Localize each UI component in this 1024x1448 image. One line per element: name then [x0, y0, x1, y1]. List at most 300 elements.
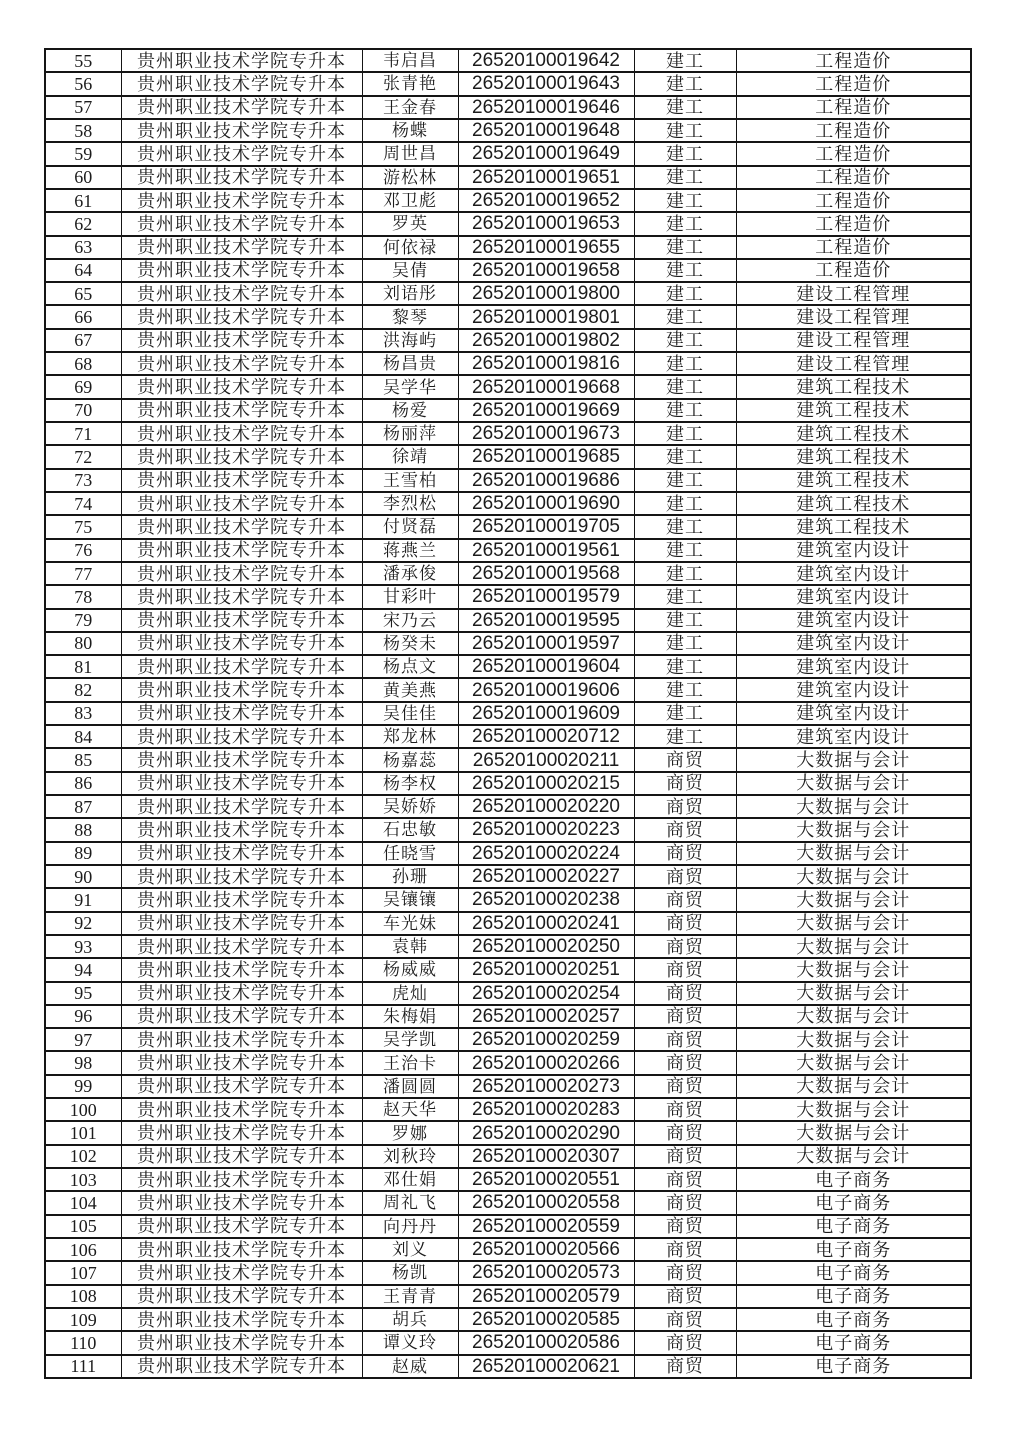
student-name-cell: 付贤磊: [362, 515, 458, 538]
exam-id-cell: 26520100019686: [458, 469, 634, 492]
department-cell: 建工: [634, 422, 736, 445]
row-number-cell: 77: [45, 562, 121, 585]
student-name-cell: 吴倩: [362, 259, 458, 282]
exam-id-cell: 26520100020254: [458, 982, 634, 1005]
school-cell: 贵州职业技术学院专升本: [121, 1168, 362, 1191]
department-cell: 商贸: [634, 888, 736, 911]
student-name-cell: 杨丽萍: [362, 422, 458, 445]
school-cell: 贵州职业技术学院专升本: [121, 725, 362, 748]
major-cell: 大数据与会计: [736, 748, 971, 771]
exam-id-cell: 26520100020224: [458, 842, 634, 865]
row-number-cell: 73: [45, 469, 121, 492]
student-name-cell: 王青青: [362, 1285, 458, 1308]
row-number-cell: 95: [45, 982, 121, 1005]
student-name-cell: 胡兵: [362, 1308, 458, 1331]
student-name-cell: 宋乃云: [362, 609, 458, 632]
table-row: [45, 96, 971, 119]
school-cell: 贵州职业技术学院专升本: [121, 282, 362, 305]
major-cell: 大数据与会计: [736, 1005, 971, 1028]
student-name-cell: 吴娇娇: [362, 795, 458, 818]
student-name-cell: 杨蝶: [362, 119, 458, 142]
major-cell: 电子商务: [736, 1215, 971, 1238]
table-row: [45, 609, 971, 632]
student-name-cell: 虎灿: [362, 982, 458, 1005]
major-cell: 建筑室内设计: [736, 585, 971, 608]
row-number-cell: 55: [45, 49, 121, 72]
student-name-cell: 任晓雪: [362, 842, 458, 865]
table-row: [45, 1308, 971, 1331]
exam-id-cell: 26520100019658: [458, 259, 634, 282]
department-cell: 商贸: [634, 1005, 736, 1028]
student-name-cell: 石忠敏: [362, 818, 458, 841]
exam-id-cell: 26520100019705: [458, 515, 634, 538]
student-name-cell: 杨爱: [362, 399, 458, 422]
major-cell: 电子商务: [736, 1261, 971, 1284]
major-cell: 建筑室内设计: [736, 655, 971, 678]
major-cell: 大数据与会计: [736, 865, 971, 888]
table-row: [45, 678, 971, 701]
school-cell: 贵州职业技术学院专升本: [121, 958, 362, 981]
major-cell: 大数据与会计: [736, 1028, 971, 1051]
row-number-cell: 97: [45, 1028, 121, 1051]
table-row: [45, 725, 971, 748]
row-number-cell: 76: [45, 539, 121, 562]
department-cell: 建工: [634, 282, 736, 305]
exam-id-cell: 26520100020290: [458, 1121, 634, 1144]
student-name-cell: 郑龙林: [362, 725, 458, 748]
school-cell: 贵州职业技术学院专升本: [121, 72, 362, 95]
row-number-cell: 79: [45, 609, 121, 632]
major-cell: 大数据与会计: [736, 1145, 971, 1168]
row-number-cell: 80: [45, 632, 121, 655]
row-number-cell: 99: [45, 1075, 121, 1098]
row-number-cell: 64: [45, 259, 121, 282]
department-cell: 商贸: [634, 1028, 736, 1051]
school-cell: 贵州职业技术学院专升本: [121, 1261, 362, 1284]
major-cell: 大数据与会计: [736, 1075, 971, 1098]
row-number-cell: 88: [45, 818, 121, 841]
exam-id-cell: 26520100019673: [458, 422, 634, 445]
table-row: [45, 1355, 971, 1379]
school-cell: 贵州职业技术学院专升本: [121, 795, 362, 818]
exam-id-cell: 26520100020586: [458, 1331, 634, 1354]
school-cell: 贵州职业技术学院专升本: [121, 1191, 362, 1214]
row-number-cell: 93: [45, 935, 121, 958]
major-cell: 电子商务: [736, 1308, 971, 1331]
student-name-cell: 周礼飞: [362, 1191, 458, 1214]
major-cell: 建设工程管理: [736, 305, 971, 328]
major-cell: 建筑室内设计: [736, 725, 971, 748]
school-cell: 贵州职业技术学院专升本: [121, 119, 362, 142]
school-cell: 贵州职业技术学院专升本: [121, 352, 362, 375]
department-cell: 商贸: [634, 842, 736, 865]
row-number-cell: 100: [45, 1098, 121, 1121]
table-row: [45, 702, 971, 725]
department-cell: 商贸: [634, 1331, 736, 1354]
department-cell: 商贸: [634, 912, 736, 935]
student-name-cell: 吴学华: [362, 375, 458, 398]
major-cell: 大数据与会计: [736, 1098, 971, 1121]
student-name-cell: 张青艳: [362, 72, 458, 95]
school-cell: 贵州职业技术学院专升本: [121, 772, 362, 795]
exam-id-cell: 26520100019561: [458, 539, 634, 562]
school-cell: 贵州职业技术学院专升本: [121, 236, 362, 259]
major-cell: 大数据与会计: [736, 795, 971, 818]
student-roster-table: [44, 48, 972, 1379]
exam-id-cell: 26520100020259: [458, 1028, 634, 1051]
student-name-cell: 王金春: [362, 96, 458, 119]
row-number-cell: 84: [45, 725, 121, 748]
student-name-cell: 杨李权: [362, 772, 458, 795]
school-cell: 贵州职业技术学院专升本: [121, 655, 362, 678]
school-cell: 贵州职业技术学院专升本: [121, 562, 362, 585]
student-name-cell: 甘彩叶: [362, 585, 458, 608]
school-cell: 贵州职业技术学院专升本: [121, 166, 362, 189]
row-number-cell: 110: [45, 1331, 121, 1354]
major-cell: 电子商务: [736, 1285, 971, 1308]
table-row: [45, 422, 971, 445]
major-cell: 建筑室内设计: [736, 678, 971, 701]
school-cell: 贵州职业技术学院专升本: [121, 375, 362, 398]
major-cell: 工程造价: [736, 236, 971, 259]
department-cell: 建工: [634, 142, 736, 165]
student-name-cell: 邓仕娟: [362, 1168, 458, 1191]
department-cell: 建工: [634, 352, 736, 375]
school-cell: 贵州职业技术学院专升本: [121, 702, 362, 725]
school-cell: 贵州职业技术学院专升本: [121, 1051, 362, 1074]
exam-id-cell: 26520100020559: [458, 1215, 634, 1238]
student-name-cell: 黎琴: [362, 305, 458, 328]
row-number-cell: 61: [45, 189, 121, 212]
school-cell: 贵州职业技术学院专升本: [121, 888, 362, 911]
major-cell: 工程造价: [736, 96, 971, 119]
major-cell: 工程造价: [736, 166, 971, 189]
major-cell: 建设工程管理: [736, 282, 971, 305]
major-cell: 大数据与会计: [736, 935, 971, 958]
exam-id-cell: 26520100019652: [458, 189, 634, 212]
student-name-cell: 周世昌: [362, 142, 458, 165]
exam-id-cell: 26520100019669: [458, 399, 634, 422]
student-name-cell: 刘秋玲: [362, 1145, 458, 1168]
department-cell: 商贸: [634, 935, 736, 958]
table-row: [45, 888, 971, 911]
department-cell: 建工: [634, 655, 736, 678]
table-row: [45, 1145, 971, 1168]
table-row: [45, 562, 971, 585]
school-cell: 贵州职业技术学院专升本: [121, 935, 362, 958]
table-row: [45, 1098, 971, 1121]
table-row: [45, 912, 971, 935]
student-name-cell: 杨凯: [362, 1261, 458, 1284]
major-cell: 大数据与会计: [736, 1051, 971, 1074]
row-number-cell: 101: [45, 1121, 121, 1144]
major-cell: 电子商务: [736, 1238, 971, 1261]
exam-id-cell: 26520100019648: [458, 119, 634, 142]
row-number-cell: 82: [45, 678, 121, 701]
department-cell: 建工: [634, 375, 736, 398]
table-row: [45, 399, 971, 422]
department-cell: 建工: [634, 119, 736, 142]
school-cell: 贵州职业技术学院专升本: [121, 842, 362, 865]
student-name-cell: 杨癸未: [362, 632, 458, 655]
department-cell: 商贸: [634, 1075, 736, 1098]
table-row: [45, 539, 971, 562]
exam-id-cell: 26520100019595: [458, 609, 634, 632]
exam-id-cell: 26520100019604: [458, 655, 634, 678]
student-name-cell: 黄美燕: [362, 678, 458, 701]
exam-id-cell: 26520100020579: [458, 1285, 634, 1308]
table-row: [45, 1238, 971, 1261]
table-row: [45, 329, 971, 352]
table-row: [45, 655, 971, 678]
major-cell: 建筑工程技术: [736, 469, 971, 492]
school-cell: 贵州职业技术学院专升本: [121, 142, 362, 165]
student-name-cell: 谭义玲: [362, 1331, 458, 1354]
school-cell: 贵州职业技术学院专升本: [121, 1075, 362, 1098]
department-cell: 建工: [634, 72, 736, 95]
department-cell: 建工: [634, 96, 736, 119]
student-name-cell: 吴佳佳: [362, 702, 458, 725]
exam-id-cell: 26520100019579: [458, 585, 634, 608]
exam-id-cell: 26520100019800: [458, 282, 634, 305]
student-name-cell: 何依禄: [362, 236, 458, 259]
major-cell: 大数据与会计: [736, 958, 971, 981]
table-row: [45, 189, 971, 212]
row-number-cell: 90: [45, 865, 121, 888]
school-cell: 贵州职业技术学院专升本: [121, 1238, 362, 1261]
major-cell: 电子商务: [736, 1191, 971, 1214]
department-cell: 建工: [634, 236, 736, 259]
row-number-cell: 57: [45, 96, 121, 119]
school-cell: 贵州职业技术学院专升本: [121, 609, 362, 632]
exam-id-cell: 26520100020215: [458, 772, 634, 795]
major-cell: 建筑工程技术: [736, 492, 971, 515]
exam-id-cell: 26520100019606: [458, 678, 634, 701]
school-cell: 贵州职业技术学院专升本: [121, 469, 362, 492]
exam-id-cell: 26520100020250: [458, 935, 634, 958]
exam-id-cell: 26520100020558: [458, 1191, 634, 1214]
department-cell: 商贸: [634, 1355, 736, 1379]
table-row: [45, 1051, 971, 1074]
exam-id-cell: 26520100019651: [458, 166, 634, 189]
department-cell: 建工: [634, 212, 736, 235]
exam-id-cell: 26520100019801: [458, 305, 634, 328]
table-row: [45, 1191, 971, 1214]
exam-id-cell: 26520100019816: [458, 352, 634, 375]
department-cell: 建工: [634, 492, 736, 515]
school-cell: 贵州职业技术学院专升本: [121, 1285, 362, 1308]
table-row: [45, 982, 971, 1005]
school-cell: 贵州职业技术学院专升本: [121, 1098, 362, 1121]
row-number-cell: 111: [45, 1355, 121, 1379]
student-name-cell: 洪海屿: [362, 329, 458, 352]
school-cell: 贵州职业技术学院专升本: [121, 49, 362, 72]
table-row: [45, 1028, 971, 1051]
school-cell: 贵州职业技术学院专升本: [121, 305, 362, 328]
department-cell: 建工: [634, 189, 736, 212]
department-cell: 商贸: [634, 818, 736, 841]
row-number-cell: 74: [45, 492, 121, 515]
row-number-cell: 91: [45, 888, 121, 911]
row-number-cell: 81: [45, 655, 121, 678]
student-name-cell: 潘承俊: [362, 562, 458, 585]
major-cell: 大数据与会计: [736, 842, 971, 865]
school-cell: 贵州职业技术学院专升本: [121, 422, 362, 445]
major-cell: 电子商务: [736, 1168, 971, 1191]
department-cell: 商贸: [634, 1191, 736, 1214]
department-cell: 建工: [634, 259, 736, 282]
major-cell: 大数据与会计: [736, 1121, 971, 1144]
row-number-cell: 65: [45, 282, 121, 305]
exam-id-cell: 26520100019568: [458, 562, 634, 585]
department-cell: 建工: [634, 678, 736, 701]
school-cell: 贵州职业技术学院专升本: [121, 539, 362, 562]
row-number-cell: 70: [45, 399, 121, 422]
student-name-cell: 徐靖: [362, 445, 458, 468]
table-row: [45, 818, 971, 841]
row-number-cell: 71: [45, 422, 121, 445]
major-cell: 工程造价: [736, 119, 971, 142]
school-cell: 贵州职业技术学院专升本: [121, 492, 362, 515]
department-cell: 商贸: [634, 772, 736, 795]
department-cell: 建工: [634, 609, 736, 632]
department-cell: 建工: [634, 49, 736, 72]
row-number-cell: 62: [45, 212, 121, 235]
department-cell: 商贸: [634, 1261, 736, 1284]
student-name-cell: 杨嘉蕊: [362, 748, 458, 771]
table-row: [45, 515, 971, 538]
school-cell: 贵州职业技术学院专升本: [121, 329, 362, 352]
school-cell: 贵州职业技术学院专升本: [121, 96, 362, 119]
row-number-cell: 58: [45, 119, 121, 142]
school-cell: 贵州职业技术学院专升本: [121, 1121, 362, 1144]
student-name-cell: 杨点文: [362, 655, 458, 678]
department-cell: 建工: [634, 445, 736, 468]
department-cell: 商贸: [634, 1121, 736, 1144]
major-cell: 建筑工程技术: [736, 422, 971, 445]
row-number-cell: 69: [45, 375, 121, 398]
row-number-cell: 104: [45, 1191, 121, 1214]
exam-id-cell: 26520100019646: [458, 96, 634, 119]
student-name-cell: 韦启昌: [362, 49, 458, 72]
row-number-cell: 85: [45, 748, 121, 771]
exam-id-cell: 26520100019649: [458, 142, 634, 165]
student-name-cell: 王雪柏: [362, 469, 458, 492]
exam-id-cell: 26520100019653: [458, 212, 634, 235]
table-row: [45, 1215, 971, 1238]
department-cell: 建工: [634, 702, 736, 725]
school-cell: 贵州职业技术学院专升本: [121, 748, 362, 771]
exam-id-cell: 26520100019597: [458, 632, 634, 655]
major-cell: 工程造价: [736, 212, 971, 235]
exam-id-cell: 26520100019802: [458, 329, 634, 352]
school-cell: 贵州职业技术学院专升本: [121, 982, 362, 1005]
major-cell: 大数据与会计: [736, 818, 971, 841]
exam-id-cell: 26520100020223: [458, 818, 634, 841]
exam-id-cell: 26520100019642: [458, 49, 634, 72]
student-name-cell: 赵天华: [362, 1098, 458, 1121]
department-cell: 商贸: [634, 1168, 736, 1191]
exam-id-cell: 26520100020573: [458, 1261, 634, 1284]
major-cell: 建筑室内设计: [736, 632, 971, 655]
major-cell: 大数据与会计: [736, 772, 971, 795]
major-cell: 建筑工程技术: [736, 445, 971, 468]
major-cell: 建筑室内设计: [736, 702, 971, 725]
department-cell: 商贸: [634, 1098, 736, 1121]
major-cell: 建筑工程技术: [736, 515, 971, 538]
table-row: [45, 49, 971, 72]
department-cell: 商贸: [634, 1145, 736, 1168]
exam-id-cell: 26520100019643: [458, 72, 634, 95]
table-row: [45, 1075, 971, 1098]
table-row: [45, 492, 971, 515]
table-row: [45, 212, 971, 235]
row-number-cell: 102: [45, 1145, 121, 1168]
student-name-cell: 杨昌贵: [362, 352, 458, 375]
school-cell: 贵州职业技术学院专升本: [121, 1145, 362, 1168]
row-number-cell: 72: [45, 445, 121, 468]
table-row: [45, 445, 971, 468]
major-cell: 工程造价: [736, 259, 971, 282]
department-cell: 商贸: [634, 795, 736, 818]
table-row: [45, 119, 971, 142]
table-row: [45, 375, 971, 398]
table-row: [45, 585, 971, 608]
table-row: [45, 166, 971, 189]
major-cell: 建设工程管理: [736, 352, 971, 375]
department-cell: 建工: [634, 166, 736, 189]
major-cell: 工程造价: [736, 49, 971, 72]
school-cell: 贵州职业技术学院专升本: [121, 515, 362, 538]
table-row: [45, 842, 971, 865]
table-row: [45, 1005, 971, 1028]
row-number-cell: 83: [45, 702, 121, 725]
student-name-cell: 潘圆圆: [362, 1075, 458, 1098]
school-cell: 贵州职业技术学院专升本: [121, 1308, 362, 1331]
department-cell: 建工: [634, 399, 736, 422]
table-row: [45, 352, 971, 375]
row-number-cell: 86: [45, 772, 121, 795]
school-cell: 贵州职业技术学院专升本: [121, 865, 362, 888]
student-name-cell: 袁韩: [362, 935, 458, 958]
department-cell: 商贸: [634, 865, 736, 888]
department-cell: 商贸: [634, 982, 736, 1005]
student-name-cell: 吴镶镶: [362, 888, 458, 911]
table-row: [45, 1121, 971, 1144]
row-number-cell: 109: [45, 1308, 121, 1331]
school-cell: 贵州职业技术学院专升本: [121, 1028, 362, 1051]
table-row: [45, 935, 971, 958]
exam-id-cell: 26520100020241: [458, 912, 634, 935]
row-number-cell: 98: [45, 1051, 121, 1074]
row-number-cell: 94: [45, 958, 121, 981]
exam-id-cell: 26520100020266: [458, 1051, 634, 1074]
student-name-cell: 李烈松: [362, 492, 458, 515]
department-cell: 商贸: [634, 958, 736, 981]
student-name-cell: 赵威: [362, 1355, 458, 1379]
student-name-cell: 朱梅娟: [362, 1005, 458, 1028]
row-number-cell: 66: [45, 305, 121, 328]
major-cell: 建筑工程技术: [736, 399, 971, 422]
major-cell: 大数据与会计: [736, 982, 971, 1005]
department-cell: 商贸: [634, 748, 736, 771]
table-row: [45, 865, 971, 888]
student-name-cell: 游松林: [362, 166, 458, 189]
major-cell: 建筑室内设计: [736, 609, 971, 632]
department-cell: 商贸: [634, 1308, 736, 1331]
table-row: [45, 1261, 971, 1284]
exam-id-cell: 26520100020585: [458, 1308, 634, 1331]
